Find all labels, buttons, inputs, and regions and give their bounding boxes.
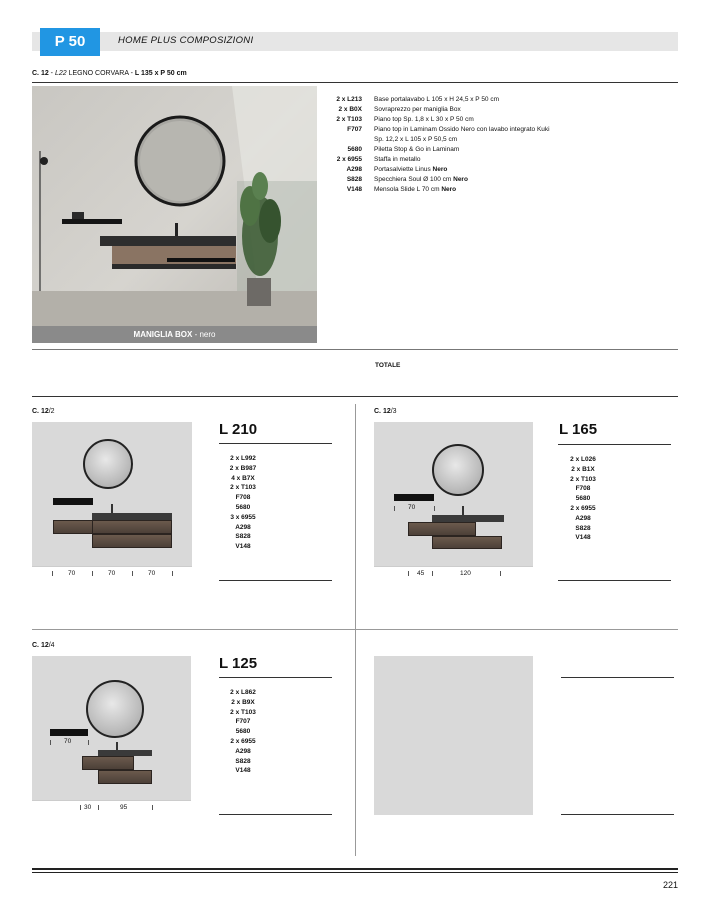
composition-title: C. 12 - L22 LEGNO CORVARA - L 135 x P 50 cm bbox=[32, 70, 187, 77]
item-code: 2 x T103 bbox=[336, 116, 362, 123]
variant-code: 2 x T103 bbox=[230, 708, 256, 716]
bathroom-scene bbox=[32, 86, 317, 326]
list-rule bbox=[32, 349, 678, 350]
item-description: Piano top in Laminam Ossido Nero con lavabo integrato Kuki bbox=[374, 126, 550, 133]
variant-code: F708 bbox=[575, 485, 591, 493]
variant-3-size: L 165 bbox=[559, 421, 598, 438]
mirror-icon bbox=[83, 439, 133, 489]
item-code: F707 bbox=[347, 126, 362, 133]
dim-value: 30 bbox=[84, 804, 92, 811]
cabinet-icon bbox=[82, 756, 134, 770]
size-rule bbox=[558, 444, 671, 445]
cabinet-icon bbox=[92, 520, 172, 534]
shelf-icon bbox=[394, 494, 434, 501]
variant-code: 2 x B987 bbox=[229, 464, 257, 472]
item-description: Base portalavabo L 105 x H 24,5 x P 50 cm bbox=[374, 96, 500, 103]
main-item-list bbox=[330, 95, 670, 195]
main-item-row bbox=[330, 145, 670, 155]
variant-2-drawing bbox=[32, 422, 192, 566]
variant-code: 5680 bbox=[235, 503, 251, 511]
variant-code: 3 x 6955 bbox=[230, 513, 256, 521]
variant-code: V148 bbox=[575, 534, 591, 542]
dim-value: 70 bbox=[148, 570, 156, 577]
faucet-icon bbox=[111, 504, 113, 513]
dim-value: 120 bbox=[460, 570, 471, 577]
variant-4-dimensions bbox=[32, 800, 191, 816]
faucet-icon bbox=[462, 506, 464, 515]
cabinet-icon bbox=[53, 520, 93, 534]
item-code bbox=[330, 135, 374, 145]
dim-value: 95 bbox=[120, 804, 128, 811]
main-item-row bbox=[330, 155, 670, 165]
section-rule bbox=[32, 396, 678, 397]
variant-code: F707 bbox=[235, 718, 251, 726]
item-code: A298 bbox=[346, 166, 362, 173]
item-code: 5680 bbox=[347, 146, 362, 153]
variant-code: 2 x L992 bbox=[230, 455, 256, 462]
variant-code: 2 x 6955 bbox=[570, 504, 596, 512]
variant-4-size: L 125 bbox=[219, 655, 258, 672]
variant-code: 2 x T103 bbox=[230, 484, 256, 492]
cabinet-icon bbox=[98, 770, 152, 784]
dim-value: 45 bbox=[417, 570, 425, 577]
item-description: Portasalviette Linus Nero bbox=[374, 166, 448, 173]
item-description: Piano top Sp. 1,8 x L 30 x P 50 cm bbox=[374, 116, 474, 123]
main-item-row bbox=[330, 165, 670, 175]
item-description: Specchiera Soul Ø 100 cm Nero bbox=[374, 176, 468, 183]
variant-code: S828 bbox=[235, 757, 251, 765]
variant-2-label: C. 12/2 bbox=[32, 408, 55, 415]
price-rule bbox=[219, 814, 332, 815]
footer-rule-thin bbox=[32, 872, 678, 873]
shelf-icon bbox=[50, 729, 88, 736]
size-rule bbox=[219, 677, 332, 678]
main-item-row bbox=[330, 95, 670, 105]
main-item-row bbox=[330, 115, 670, 125]
variant-2-codes bbox=[218, 454, 268, 552]
item-code: 2 x B0X bbox=[338, 106, 362, 113]
item-code: 2 x L213 bbox=[336, 96, 362, 103]
page-badge: P 50 bbox=[40, 28, 100, 56]
variant-4-label: C. 12/4 bbox=[32, 642, 55, 649]
variant-3-label: C. 12/3 bbox=[374, 408, 397, 415]
variant-2-dimensions bbox=[32, 566, 192, 582]
variant-code: A298 bbox=[235, 523, 251, 531]
variant-code: A298 bbox=[575, 514, 591, 522]
variant-code: 2 x L026 bbox=[570, 456, 596, 463]
item-description: Sovraprezzo per maniglia Box bbox=[374, 106, 461, 113]
mirror-icon bbox=[86, 680, 144, 738]
variant-code: 2 x B9X bbox=[231, 698, 255, 706]
empty-drawing-slot bbox=[374, 656, 533, 815]
main-item-row bbox=[330, 175, 670, 185]
item-code: 2 x 6955 bbox=[336, 156, 362, 163]
variant-4-codes bbox=[218, 688, 268, 776]
vanity-top-icon bbox=[92, 513, 172, 520]
variant-code: S828 bbox=[575, 524, 591, 532]
column-divider bbox=[355, 404, 356, 856]
header-title: HOME PLUS COMPOSIZIONI bbox=[118, 35, 254, 46]
main-item-row bbox=[330, 135, 670, 145]
cabinet-icon bbox=[92, 534, 172, 548]
faucet-icon bbox=[116, 742, 118, 750]
cabinet-icon bbox=[408, 522, 476, 536]
price-rule bbox=[219, 580, 332, 581]
shelf-dim-value: 70 bbox=[64, 738, 72, 745]
variant-code: 5680 bbox=[575, 495, 591, 503]
variant-code: V148 bbox=[235, 543, 251, 551]
variant-code: 2 x L862 bbox=[230, 689, 256, 696]
variant-code: 2 x T103 bbox=[570, 475, 596, 483]
title-rule bbox=[32, 82, 678, 83]
price-rule bbox=[561, 814, 674, 815]
variant-3-drawing bbox=[374, 422, 533, 566]
main-item-row bbox=[330, 125, 670, 135]
item-description: Sp. 12,2 x L 105 x P 50,5 cm bbox=[374, 136, 458, 143]
variant-code: S828 bbox=[235, 533, 251, 541]
totale-label: TOTALE bbox=[375, 362, 401, 369]
vanity-top-icon bbox=[432, 515, 504, 522]
variant-code: 2 x 6955 bbox=[230, 737, 256, 745]
variant-code: A298 bbox=[235, 747, 251, 755]
variant-3-dimensions bbox=[374, 566, 533, 582]
row-divider bbox=[32, 629, 678, 630]
main-item-row bbox=[330, 105, 670, 115]
dim-value: 70 bbox=[108, 570, 116, 577]
item-code: S828 bbox=[346, 176, 362, 183]
variant-code: 4 x B7X bbox=[231, 474, 255, 482]
composition-photo bbox=[32, 86, 317, 326]
page-number: 221 bbox=[662, 880, 678, 890]
variant-code: 2 x B1X bbox=[571, 465, 595, 473]
item-description: Staffa in metallo bbox=[374, 156, 421, 163]
shelf-dim-value: 70 bbox=[408, 504, 416, 511]
size-rule bbox=[219, 443, 332, 444]
variant-code: F708 bbox=[235, 494, 251, 502]
dim-value: 70 bbox=[68, 570, 76, 577]
item-code: V148 bbox=[346, 186, 362, 193]
shelf-icon bbox=[53, 498, 93, 505]
size-rule bbox=[561, 677, 674, 678]
mirror-icon bbox=[432, 444, 484, 496]
cabinet-icon bbox=[432, 536, 502, 549]
main-item-row bbox=[330, 185, 670, 195]
variant-code: V148 bbox=[235, 767, 251, 775]
footer-rule bbox=[32, 868, 678, 870]
photo-caption: MANIGLIA BOX - nero bbox=[32, 326, 317, 343]
variant-code: 5680 bbox=[235, 728, 251, 736]
variant-2-size: L 210 bbox=[219, 421, 258, 438]
variant-4-drawing bbox=[32, 656, 191, 800]
item-description: Mensola Slide L 70 cm Nero bbox=[374, 186, 457, 193]
item-description: Piletta Stop & Go in Laminam bbox=[374, 146, 460, 153]
price-rule bbox=[558, 580, 671, 581]
variant-3-codes bbox=[558, 455, 608, 543]
